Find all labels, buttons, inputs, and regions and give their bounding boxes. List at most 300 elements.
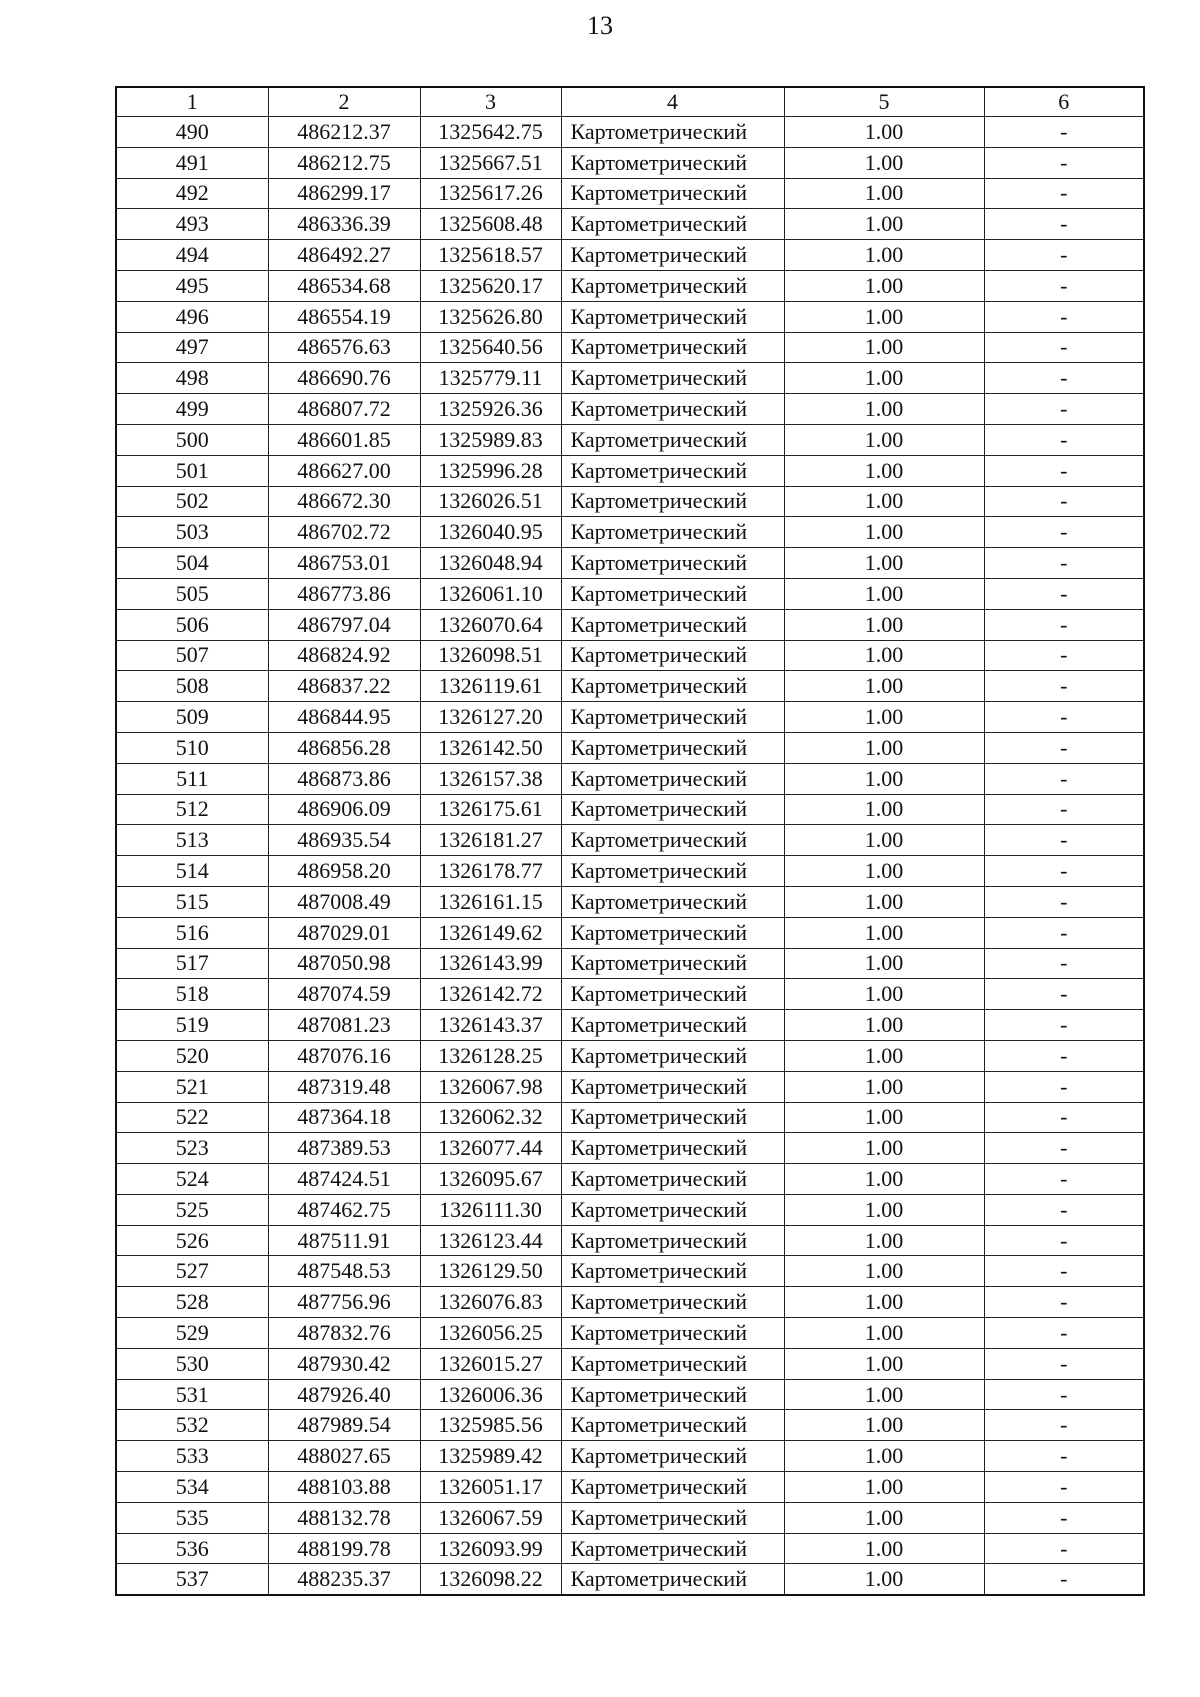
table-row: [116, 1287, 1144, 1318]
y-coordinate-cell: 1326149.62: [420, 917, 561, 948]
y-coordinate-cell: 1326067.59: [420, 1502, 561, 1533]
note-cell: -: [984, 1318, 1144, 1349]
method-cell: Картометрический: [561, 856, 784, 887]
accuracy-cell: 1.00: [784, 1040, 984, 1071]
point-number-cell: 501: [116, 455, 268, 486]
point-number-cell: 490: [116, 117, 268, 148]
method-cell: Картометрический: [561, 1318, 784, 1349]
column-header-3: 3: [420, 87, 561, 117]
note-cell: -: [984, 394, 1144, 425]
note-cell: -: [984, 1010, 1144, 1041]
y-coordinate-cell: 1325989.83: [420, 424, 561, 455]
accuracy-cell: 1.00: [784, 640, 984, 671]
point-number-cell: 504: [116, 548, 268, 579]
point-number-cell: 522: [116, 1102, 268, 1133]
point-number-cell: 499: [116, 394, 268, 425]
x-coordinate-cell: 487548.53: [268, 1256, 420, 1287]
column-header-1: 1: [116, 87, 268, 117]
accuracy-cell: 1.00: [784, 917, 984, 948]
method-cell: Картометрический: [561, 1071, 784, 1102]
note-cell: -: [984, 1502, 1144, 1533]
note-cell: -: [984, 1379, 1144, 1410]
point-number-cell: 537: [116, 1564, 268, 1595]
accuracy-cell: 1.00: [784, 178, 984, 209]
y-coordinate-cell: 1326143.37: [420, 1010, 561, 1041]
table-row: [116, 1410, 1144, 1441]
point-number-cell: 516: [116, 917, 268, 948]
method-cell: Картометрический: [561, 609, 784, 640]
accuracy-cell: 1.00: [784, 1533, 984, 1564]
accuracy-cell: 1.00: [784, 1102, 984, 1133]
table-row: [116, 948, 1144, 979]
accuracy-cell: 1.00: [784, 332, 984, 363]
point-number-cell: 533: [116, 1441, 268, 1472]
y-coordinate-cell: 1326015.27: [420, 1348, 561, 1379]
method-cell: Картометрический: [561, 301, 784, 332]
accuracy-cell: 1.00: [784, 1410, 984, 1441]
y-coordinate-cell: 1326157.38: [420, 763, 561, 794]
method-cell: Картометрический: [561, 455, 784, 486]
point-number-cell: 496: [116, 301, 268, 332]
table-row: [116, 394, 1144, 425]
y-coordinate-cell: 1326129.50: [420, 1256, 561, 1287]
method-cell: Картометрический: [561, 1010, 784, 1041]
accuracy-cell: 1.00: [784, 609, 984, 640]
point-number-cell: 517: [116, 948, 268, 979]
table-row: [116, 332, 1144, 363]
accuracy-cell: 1.00: [784, 948, 984, 979]
table-row: [116, 455, 1144, 486]
accuracy-cell: 1.00: [784, 1133, 984, 1164]
table-row: [116, 1133, 1144, 1164]
note-cell: -: [984, 1410, 1144, 1441]
method-cell: Картометрический: [561, 178, 784, 209]
method-cell: Картометрический: [561, 1225, 784, 1256]
y-coordinate-cell: 1325996.28: [420, 455, 561, 486]
table-row: [116, 825, 1144, 856]
note-cell: -: [984, 1564, 1144, 1595]
point-number-cell: 493: [116, 209, 268, 240]
note-cell: -: [984, 1133, 1144, 1164]
y-coordinate-cell: 1325642.75: [420, 117, 561, 148]
y-coordinate-cell: 1326119.61: [420, 671, 561, 702]
y-coordinate-cell: 1325989.42: [420, 1441, 561, 1472]
x-coordinate-cell: 487319.48: [268, 1071, 420, 1102]
x-coordinate-cell: 487081.23: [268, 1010, 420, 1041]
table-row: [116, 1225, 1144, 1256]
x-coordinate-cell: 486906.09: [268, 794, 420, 825]
point-number-cell: 532: [116, 1410, 268, 1441]
y-coordinate-cell: 1326143.99: [420, 948, 561, 979]
note-cell: -: [984, 548, 1144, 579]
method-cell: Картометрический: [561, 948, 784, 979]
point-number-cell: 523: [116, 1133, 268, 1164]
accuracy-cell: 1.00: [784, 794, 984, 825]
x-coordinate-cell: 486299.17: [268, 178, 420, 209]
x-coordinate-cell: 486958.20: [268, 856, 420, 887]
y-coordinate-cell: 1326093.99: [420, 1533, 561, 1564]
y-coordinate-cell: 1326048.94: [420, 548, 561, 579]
note-cell: -: [984, 948, 1144, 979]
method-cell: Картометрический: [561, 794, 784, 825]
y-coordinate-cell: 1325608.48: [420, 209, 561, 240]
method-cell: Картометрический: [561, 332, 784, 363]
table-row: [116, 671, 1144, 702]
x-coordinate-cell: 488103.88: [268, 1472, 420, 1503]
method-cell: Картометрический: [561, 979, 784, 1010]
y-coordinate-cell: 1326123.44: [420, 1225, 561, 1256]
note-cell: -: [984, 732, 1144, 763]
point-number-cell: 535: [116, 1502, 268, 1533]
y-coordinate-cell: 1326026.51: [420, 486, 561, 517]
point-number-cell: 511: [116, 763, 268, 794]
x-coordinate-cell: 486773.86: [268, 578, 420, 609]
table-row: [116, 732, 1144, 763]
y-coordinate-cell: 1326098.51: [420, 640, 561, 671]
note-cell: -: [984, 1533, 1144, 1564]
point-number-cell: 527: [116, 1256, 268, 1287]
method-cell: Картометрический: [561, 886, 784, 917]
y-coordinate-cell: 1325926.36: [420, 394, 561, 425]
method-cell: Картометрический: [561, 1533, 784, 1564]
point-number-cell: 534: [116, 1472, 268, 1503]
note-cell: -: [984, 178, 1144, 209]
accuracy-cell: 1.00: [784, 1194, 984, 1225]
point-number-cell: 531: [116, 1379, 268, 1410]
y-coordinate-cell: 1326051.17: [420, 1472, 561, 1503]
method-cell: Картометрический: [561, 209, 784, 240]
x-coordinate-cell: 486534.68: [268, 270, 420, 301]
y-coordinate-cell: 1326006.36: [420, 1379, 561, 1410]
table-row: [116, 1533, 1144, 1564]
accuracy-cell: 1.00: [784, 1564, 984, 1595]
point-number-cell: 524: [116, 1164, 268, 1195]
table-row: [116, 209, 1144, 240]
table-row: [116, 886, 1144, 917]
accuracy-cell: 1.00: [784, 455, 984, 486]
y-coordinate-cell: 1325667.51: [420, 147, 561, 178]
point-number-cell: 528: [116, 1287, 268, 1318]
y-coordinate-cell: 1326128.25: [420, 1040, 561, 1071]
x-coordinate-cell: 486212.37: [268, 117, 420, 148]
x-coordinate-cell: 487989.54: [268, 1410, 420, 1441]
note-cell: -: [984, 578, 1144, 609]
y-coordinate-cell: 1325626.80: [420, 301, 561, 332]
point-number-cell: 520: [116, 1040, 268, 1071]
note-cell: -: [984, 640, 1144, 671]
note-cell: -: [984, 794, 1144, 825]
accuracy-cell: 1.00: [784, 240, 984, 271]
note-cell: -: [984, 147, 1144, 178]
table-row: [116, 1318, 1144, 1349]
method-cell: Картометрический: [561, 1348, 784, 1379]
y-coordinate-cell: 1325985.56: [420, 1410, 561, 1441]
point-number-cell: 508: [116, 671, 268, 702]
note-cell: -: [984, 270, 1144, 301]
point-number-cell: 505: [116, 578, 268, 609]
note-cell: -: [984, 1164, 1144, 1195]
table-row: [116, 578, 1144, 609]
method-cell: Картометрический: [561, 147, 784, 178]
note-cell: -: [984, 1256, 1144, 1287]
table-row: [116, 117, 1144, 148]
note-cell: -: [984, 1348, 1144, 1379]
x-coordinate-cell: 487756.96: [268, 1287, 420, 1318]
point-number-cell: 497: [116, 332, 268, 363]
y-coordinate-cell: 1326111.30: [420, 1194, 561, 1225]
point-number-cell: 502: [116, 486, 268, 517]
method-cell: Картометрический: [561, 1040, 784, 1071]
column-header-6: 6: [984, 87, 1144, 117]
x-coordinate-cell: 486554.19: [268, 301, 420, 332]
accuracy-cell: 1.00: [784, 424, 984, 455]
table-row: [116, 763, 1144, 794]
x-coordinate-cell: 486576.63: [268, 332, 420, 363]
y-coordinate-cell: 1326142.50: [420, 732, 561, 763]
note-cell: -: [984, 1472, 1144, 1503]
note-cell: -: [984, 609, 1144, 640]
method-cell: Картометрический: [561, 640, 784, 671]
table-row: [116, 917, 1144, 948]
point-number-cell: 494: [116, 240, 268, 271]
accuracy-cell: 1.00: [784, 825, 984, 856]
accuracy-cell: 1.00: [784, 979, 984, 1010]
table-row: [116, 1256, 1144, 1287]
x-coordinate-cell: 487462.75: [268, 1194, 420, 1225]
method-cell: Картометрический: [561, 1472, 784, 1503]
note-cell: -: [984, 240, 1144, 271]
x-coordinate-cell: 487930.42: [268, 1348, 420, 1379]
point-number-cell: 492: [116, 178, 268, 209]
table-row: [116, 640, 1144, 671]
accuracy-cell: 1.00: [784, 732, 984, 763]
accuracy-cell: 1.00: [784, 1379, 984, 1410]
x-coordinate-cell: 486797.04: [268, 609, 420, 640]
accuracy-cell: 1.00: [784, 270, 984, 301]
note-cell: -: [984, 763, 1144, 794]
accuracy-cell: 1.00: [784, 886, 984, 917]
table-row: [116, 702, 1144, 733]
y-coordinate-cell: 1326061.10: [420, 578, 561, 609]
table-row: [116, 486, 1144, 517]
table-row: [116, 1348, 1144, 1379]
y-coordinate-cell: 1325779.11: [420, 363, 561, 394]
note-cell: -: [984, 1194, 1144, 1225]
note-cell: -: [984, 979, 1144, 1010]
table-row: [116, 517, 1144, 548]
method-cell: Картометрический: [561, 1133, 784, 1164]
table-row: [116, 301, 1144, 332]
column-header-5: 5: [784, 87, 984, 117]
accuracy-cell: 1.00: [784, 763, 984, 794]
note-cell: -: [984, 332, 1144, 363]
x-coordinate-cell: 487076.16: [268, 1040, 420, 1071]
point-number-cell: 529: [116, 1318, 268, 1349]
x-coordinate-cell: 486702.72: [268, 517, 420, 548]
method-cell: Картометрический: [561, 117, 784, 148]
method-cell: Картометрический: [561, 1164, 784, 1195]
note-cell: -: [984, 1225, 1144, 1256]
method-cell: Картометрический: [561, 763, 784, 794]
accuracy-cell: 1.00: [784, 301, 984, 332]
note-cell: -: [984, 363, 1144, 394]
accuracy-cell: 1.00: [784, 1071, 984, 1102]
point-number-cell: 521: [116, 1071, 268, 1102]
method-cell: Картометрический: [561, 270, 784, 301]
point-number-cell: 530: [116, 1348, 268, 1379]
method-cell: Картометрический: [561, 486, 784, 517]
y-coordinate-cell: 1325640.56: [420, 332, 561, 363]
point-number-cell: 507: [116, 640, 268, 671]
method-cell: Картометрический: [561, 363, 784, 394]
method-cell: Картометрический: [561, 1102, 784, 1133]
point-number-cell: 525: [116, 1194, 268, 1225]
table-row: [116, 1441, 1144, 1472]
note-cell: -: [984, 1102, 1144, 1133]
method-cell: Картометрический: [561, 917, 784, 948]
point-number-cell: 526: [116, 1225, 268, 1256]
table-body: [116, 117, 1144, 1596]
method-cell: Картометрический: [561, 1502, 784, 1533]
x-coordinate-cell: 486873.86: [268, 763, 420, 794]
x-coordinate-cell: 487424.51: [268, 1164, 420, 1195]
accuracy-cell: 1.00: [784, 517, 984, 548]
table-row: [116, 979, 1144, 1010]
y-coordinate-cell: 1325617.26: [420, 178, 561, 209]
x-coordinate-cell: 486807.72: [268, 394, 420, 425]
method-cell: Картометрический: [561, 1441, 784, 1472]
accuracy-cell: 1.00: [784, 1318, 984, 1349]
x-coordinate-cell: 488027.65: [268, 1441, 420, 1472]
y-coordinate-cell: 1326161.15: [420, 886, 561, 917]
table-row: [116, 1071, 1144, 1102]
point-number-cell: 513: [116, 825, 268, 856]
point-number-cell: 519: [116, 1010, 268, 1041]
table-row: [116, 240, 1144, 271]
table-row: [116, 609, 1144, 640]
point-number-cell: 506: [116, 609, 268, 640]
note-cell: -: [984, 486, 1144, 517]
coordinates-table: [115, 86, 1145, 1596]
accuracy-cell: 1.00: [784, 1225, 984, 1256]
note-cell: -: [984, 1441, 1144, 1472]
page-number: 13: [587, 11, 613, 40]
accuracy-cell: 1.00: [784, 856, 984, 887]
point-number-cell: 514: [116, 856, 268, 887]
table-header: [116, 87, 1144, 117]
x-coordinate-cell: 486601.85: [268, 424, 420, 455]
x-coordinate-cell: 486837.22: [268, 671, 420, 702]
method-cell: Картометрический: [561, 578, 784, 609]
accuracy-cell: 1.00: [784, 1010, 984, 1041]
y-coordinate-cell: 1325620.17: [420, 270, 561, 301]
x-coordinate-cell: 486844.95: [268, 702, 420, 733]
note-cell: -: [984, 1040, 1144, 1071]
accuracy-cell: 1.00: [784, 671, 984, 702]
point-number-cell: 515: [116, 886, 268, 917]
note-cell: -: [984, 517, 1144, 548]
accuracy-cell: 1.00: [784, 1441, 984, 1472]
x-coordinate-cell: 487389.53: [268, 1133, 420, 1164]
table-row: [116, 548, 1144, 579]
method-cell: Картометрический: [561, 1564, 784, 1595]
x-coordinate-cell: 487074.59: [268, 979, 420, 1010]
x-coordinate-cell: 486492.27: [268, 240, 420, 271]
accuracy-cell: 1.00: [784, 363, 984, 394]
column-header-4: 4: [561, 87, 784, 117]
point-number-cell: 518: [116, 979, 268, 1010]
x-coordinate-cell: 487029.01: [268, 917, 420, 948]
x-coordinate-cell: 486824.92: [268, 640, 420, 671]
method-cell: Картометрический: [561, 1256, 784, 1287]
point-number-cell: 536: [116, 1533, 268, 1564]
method-cell: Картометрический: [561, 517, 784, 548]
table-row: [116, 1564, 1144, 1595]
x-coordinate-cell: 486672.30: [268, 486, 420, 517]
x-coordinate-cell: 486690.76: [268, 363, 420, 394]
method-cell: Картометрический: [561, 671, 784, 702]
note-cell: -: [984, 856, 1144, 887]
header-row: [116, 87, 1144, 117]
x-coordinate-cell: 487008.49: [268, 886, 420, 917]
y-coordinate-cell: 1325618.57: [420, 240, 561, 271]
note-cell: -: [984, 1287, 1144, 1318]
method-cell: Картометрический: [561, 1379, 784, 1410]
x-coordinate-cell: 486856.28: [268, 732, 420, 763]
y-coordinate-cell: 1326040.95: [420, 517, 561, 548]
y-coordinate-cell: 1326067.98: [420, 1071, 561, 1102]
x-coordinate-cell: 488199.78: [268, 1533, 420, 1564]
note-cell: -: [984, 209, 1144, 240]
table-row: [116, 794, 1144, 825]
x-coordinate-cell: 486212.75: [268, 147, 420, 178]
table-row: [116, 1040, 1144, 1071]
y-coordinate-cell: 1326070.64: [420, 609, 561, 640]
table-row: [116, 1010, 1144, 1041]
note-cell: -: [984, 886, 1144, 917]
accuracy-cell: 1.00: [784, 1502, 984, 1533]
note-cell: -: [984, 825, 1144, 856]
table-row: [116, 1502, 1144, 1533]
y-coordinate-cell: 1326181.27: [420, 825, 561, 856]
x-coordinate-cell: 487511.91: [268, 1225, 420, 1256]
accuracy-cell: 1.00: [784, 1256, 984, 1287]
point-number-cell: 509: [116, 702, 268, 733]
y-coordinate-cell: 1326098.22: [420, 1564, 561, 1595]
method-cell: Картометрический: [561, 548, 784, 579]
y-coordinate-cell: 1326095.67: [420, 1164, 561, 1195]
table-row: [116, 856, 1144, 887]
accuracy-cell: 1.00: [784, 1348, 984, 1379]
x-coordinate-cell: 487832.76: [268, 1318, 420, 1349]
method-cell: Картометрический: [561, 1410, 784, 1441]
method-cell: Картометрический: [561, 424, 784, 455]
note-cell: -: [984, 117, 1144, 148]
y-coordinate-cell: 1326077.44: [420, 1133, 561, 1164]
table-row: [116, 363, 1144, 394]
y-coordinate-cell: 1326175.61: [420, 794, 561, 825]
accuracy-cell: 1.00: [784, 1287, 984, 1318]
note-cell: -: [984, 917, 1144, 948]
accuracy-cell: 1.00: [784, 117, 984, 148]
accuracy-cell: 1.00: [784, 147, 984, 178]
note-cell: -: [984, 455, 1144, 486]
note-cell: -: [984, 424, 1144, 455]
x-coordinate-cell: 486627.00: [268, 455, 420, 486]
accuracy-cell: 1.00: [784, 1472, 984, 1503]
method-cell: Картометрический: [561, 1194, 784, 1225]
column-header-2: 2: [268, 87, 420, 117]
